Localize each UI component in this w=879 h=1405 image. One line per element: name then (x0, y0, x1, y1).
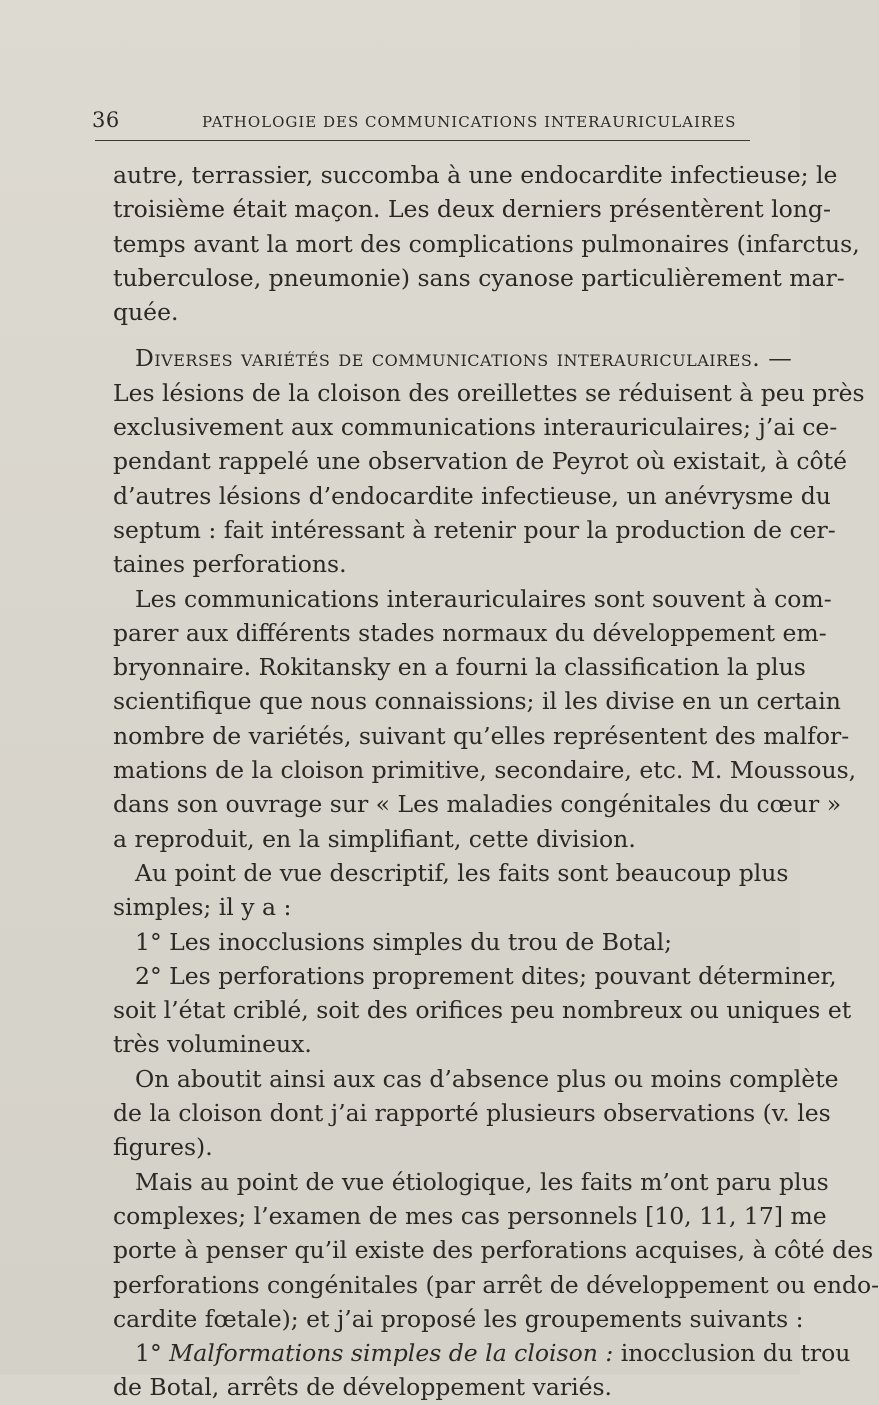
body-text (113, 158, 879, 1405)
paragraph (113, 1165, 879, 1336)
text-line: très volumineux. (113, 1030, 312, 1059)
text-line: a reproduit, en la simplifiant, cette division. (113, 824, 636, 853)
section-heading: Diverses variétés de communications interauriculaires. — (135, 344, 793, 373)
text-line: parer aux différents stades normaux du développement em- (113, 618, 827, 647)
text-line: On aboutit ainsi aux cas d’absence plus ou moins complète (135, 1064, 839, 1093)
page-header (92, 108, 747, 138)
italic-term: Malformations simples de la cloison : (169, 1339, 614, 1368)
text-line (113, 1336, 851, 1370)
text-line: scientifique que nous connaissions; il les divise en un certain (113, 687, 841, 716)
text-line: temps avant la mort des complications pulmonaires (infarctus, (113, 229, 860, 258)
text-line: 2° Les perforations proprement dites; pouvant déterminer, (135, 961, 837, 990)
text-line: quée. (113, 298, 179, 327)
text-line: bryonnaire. Rokitansky en a fourni la classification la plus (113, 653, 806, 682)
text-line: simples; il y a : (113, 893, 292, 922)
text-fragment: inocclusion du trou (613, 1339, 851, 1368)
text-line: perforations congénitales (par arrêt de développement ou endo- (113, 1270, 879, 1299)
paragraph (113, 582, 857, 856)
running-title: PATHOLOGIE DES COMMUNICATIONS INTERAURICULAIRES (202, 113, 737, 131)
list-number: 1° (135, 1339, 170, 1368)
text-line: 1° Les inocclusions simples du trou de Botal; (135, 927, 673, 956)
text-line: cardite fœtale); et j’ai proposé les groupements suivants : (113, 1304, 804, 1333)
text-line: d’autres lésions d’endocardite infectieuse, un anévrysme du (113, 481, 831, 510)
text-line: septum : fait intéressant à retenir pour la production de cer- (113, 515, 836, 544)
paragraph (113, 158, 860, 329)
text-line: soit l’état criblé, soit des orifices peu nombreux ou uniques et (113, 996, 852, 1025)
page-number: 36 (92, 108, 120, 132)
text-line: tuberculose, pneumonie) sans cyanose particulièrement mar- (113, 263, 845, 292)
header-rule (95, 140, 750, 141)
paragraph (113, 856, 789, 925)
text-line: dans son ouvrage sur « Les maladies congénitales du cœur » (113, 790, 842, 819)
text-line: troisième était maçon. Les deux derniers présentèrent long- (113, 195, 831, 224)
text-line: Mais au point de vue étiologique, les faits m’ont paru plus (135, 1167, 829, 1196)
text-line: Les communications interauriculaires sont souvent à com- (135, 584, 832, 613)
text-line: autre, terrassier, succomba à une endocardite infectieuse; le (113, 161, 838, 189)
text-line: figures). (113, 1133, 213, 1162)
text-line: pendant rappelé une observation de Peyrot où existait, à côté (113, 447, 847, 476)
text-line: Au point de vue descriptif, les faits sont beaucoup plus (135, 858, 789, 887)
text-line: Les lésions de la cloison des oreillettes se réduisent à peu près (113, 378, 865, 407)
paragraph (113, 1062, 839, 1165)
text-line: porte à penser qu’il existe des perforations acquises, à côté des (113, 1236, 874, 1265)
list-item (113, 925, 758, 959)
list-item (113, 959, 852, 1062)
text-line: taines perforations. (113, 550, 347, 579)
text-line: complexes; l’examen de mes cas personnels [10, 11, 17] me (113, 1201, 827, 1230)
paragraph (113, 341, 865, 581)
text-line: mations de la cloison primitive, secondaire, etc. M. Moussous, (113, 756, 857, 785)
list-item (113, 1336, 851, 1405)
text-line: de Botal, arrêts de développement variés. (113, 1373, 613, 1402)
text-line: exclusivement aux communications interauriculaires; j’ai ce- (113, 413, 838, 442)
text-line: nombre de variétés, suivant qu’elles représentent des malfor- (113, 721, 850, 750)
text-line: de la cloison dont j’ai rapporté plusieurs observations (v. les (113, 1099, 831, 1128)
